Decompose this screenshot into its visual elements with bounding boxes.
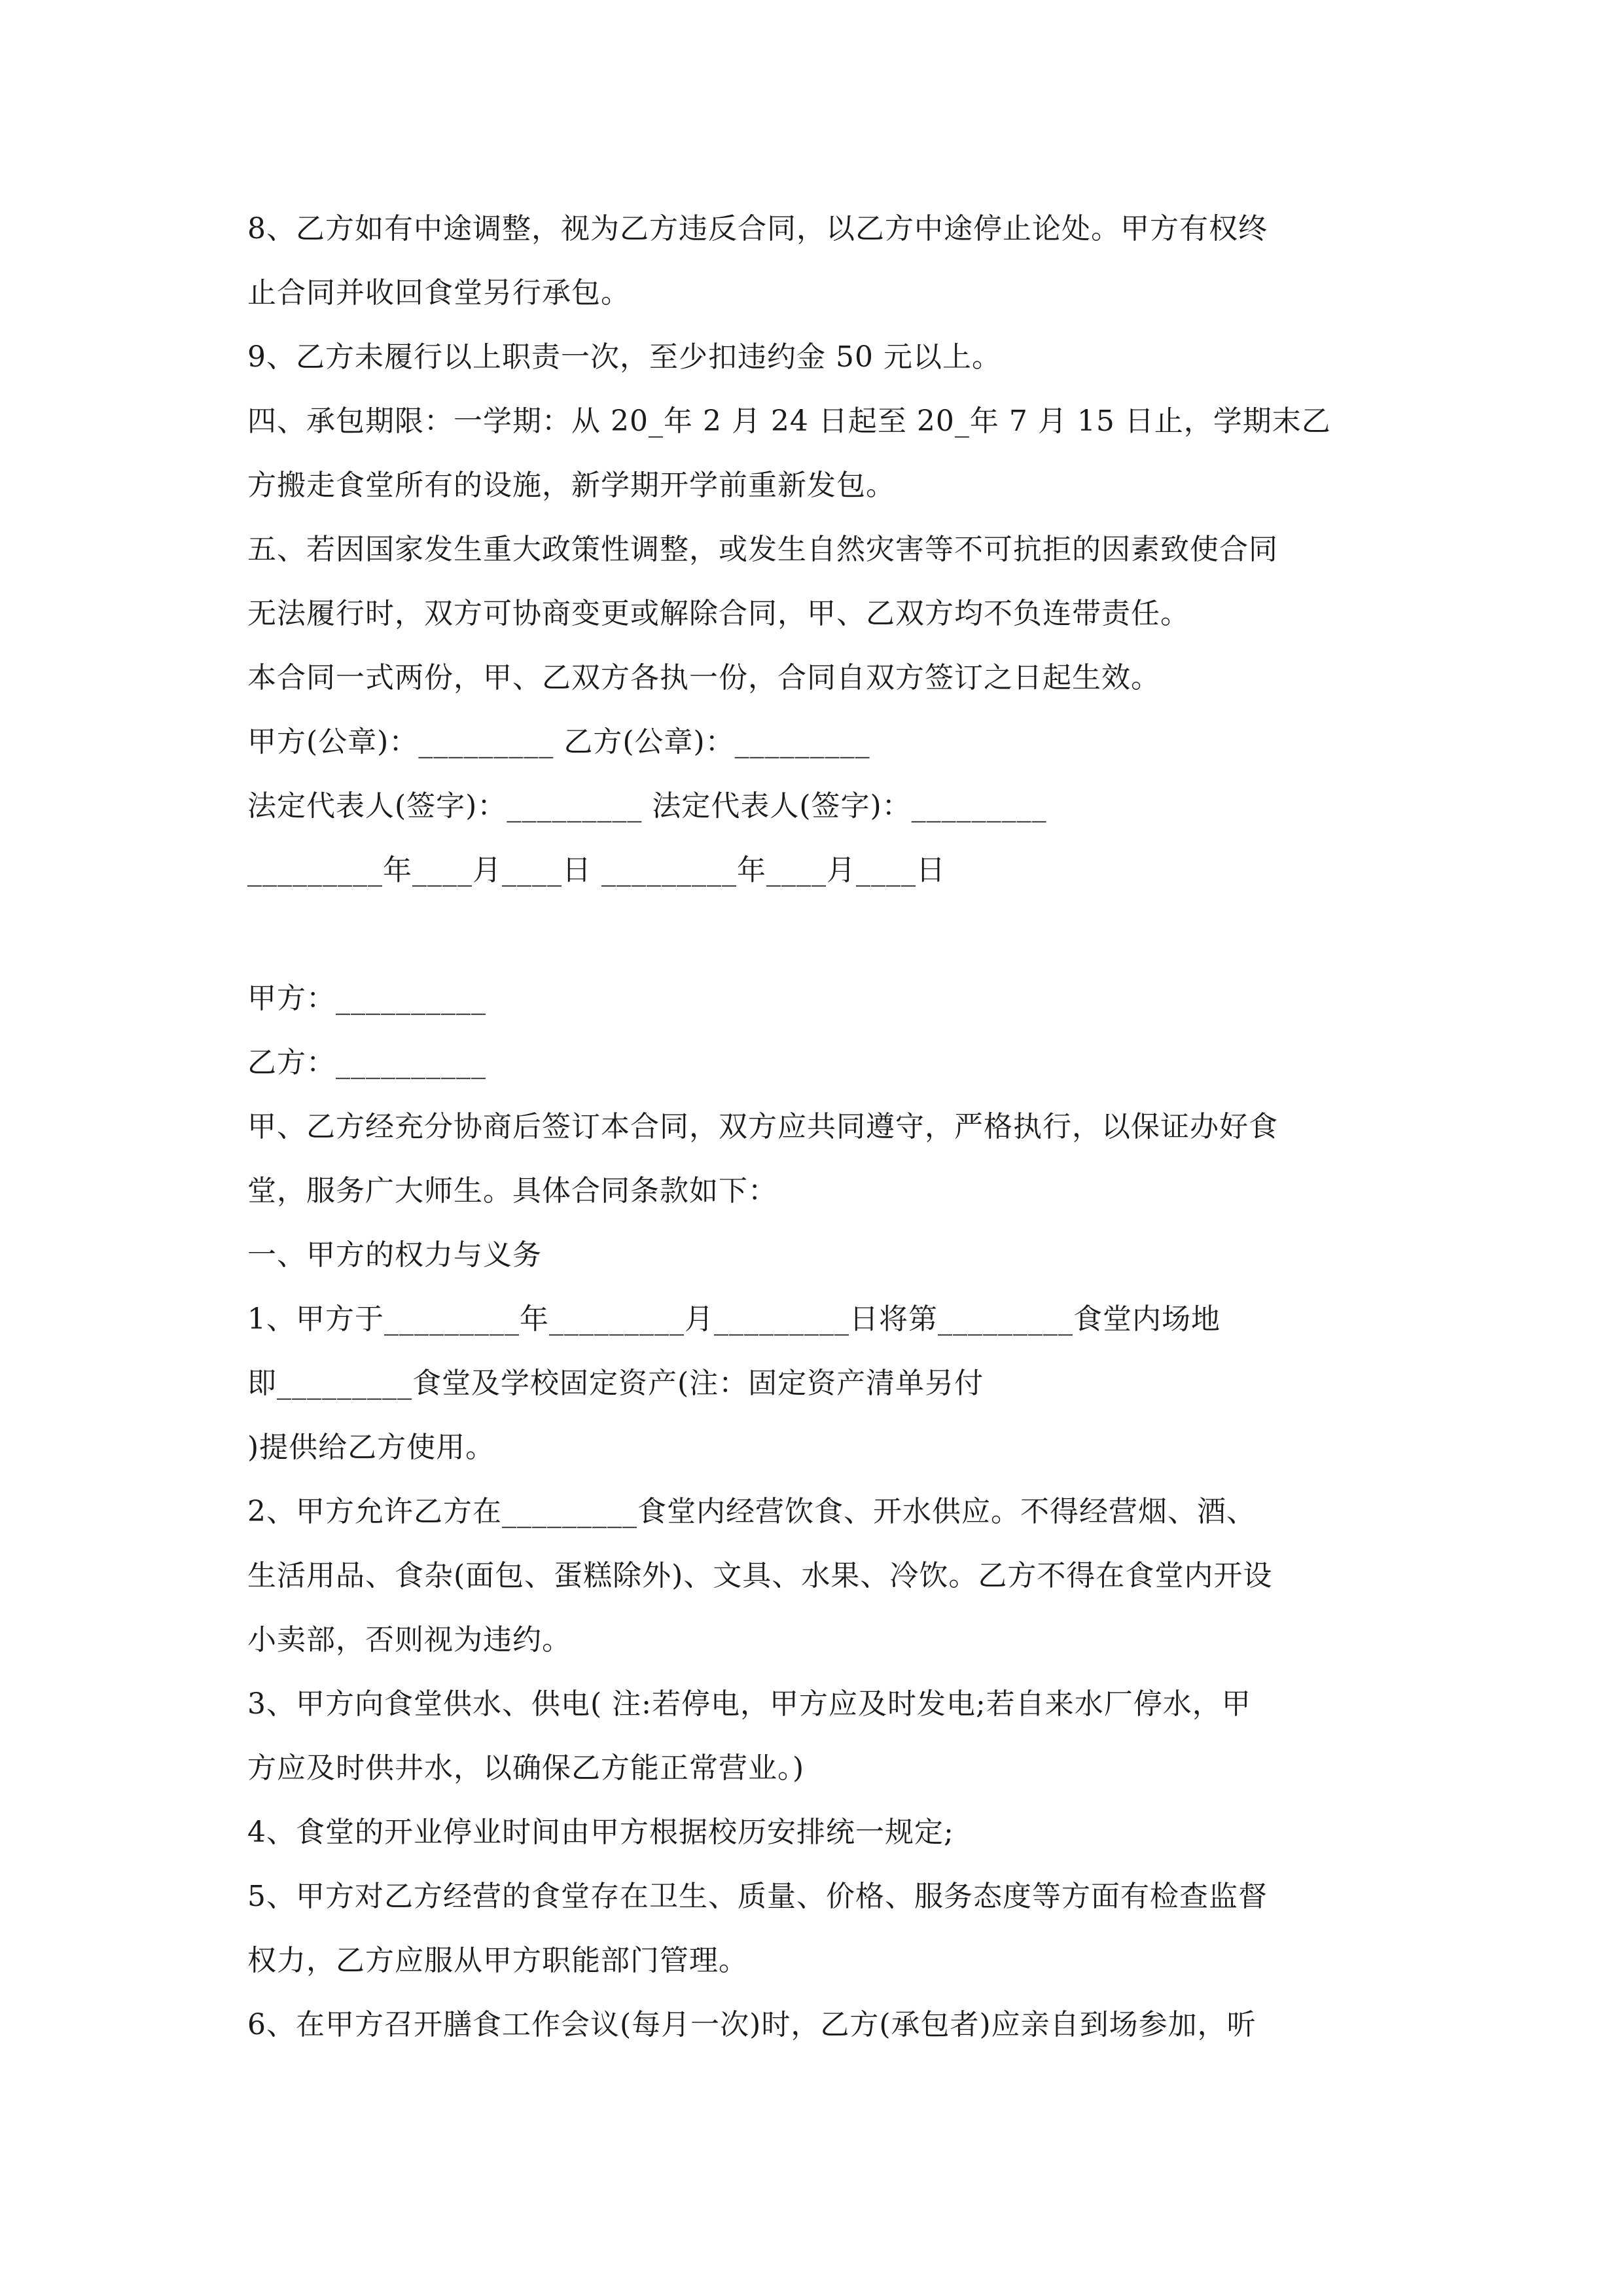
contract-copies-statement: 本合同一式两份，甲、乙双方各执一份，合同自双方签订之日起生效。 [247,661,1160,694]
item-2-line-1: 2、甲方允许乙方在_________食堂内经营饮食、开水供应。不得经营烟、酒、 [247,1495,1256,1528]
item-2-line-2: 生活用品、食杂(面包、蛋糕除外)、文具、水果、冷饮。乙方不得在食堂内开设 [247,1559,1273,1592]
item-5-line-2: 权力，乙方应服从甲方职能部门管理。 [247,1944,748,1977]
party-b-line: 乙方：__________ [247,1046,486,1079]
legal-rep-signature-line: 法定代表人(签字)：_________ 法定代表人(签字)：_________ [247,789,1047,823]
item-5-line-1: 5、甲方对乙方经营的食堂存在卫生、质量、价格、服务态度等方面有检查监督 [247,1880,1268,1913]
item-3-line-1: 3、甲方向食堂供水、供电( 注:若停电，甲方应及时发电;若自来水厂停水，甲 [247,1687,1251,1721]
seal-signature-line: 甲方(公章)：_________ 乙方(公章)：_________ [247,725,870,759]
section-5-line-2: 无法履行时，双方可协商变更或解除合同，甲、乙双方均不负连带责任。 [247,597,1190,630]
item-1-line-3: )提供给乙方使用。 [247,1431,495,1464]
preamble-line-2: 堂，服务广大师生。具体合同条款如下： [247,1174,777,1208]
preamble-line-1: 甲、乙方经充分协商后签订本合同，双方应共同遵守，严格执行，以保证办好食 [247,1110,1278,1143]
item-1-line-1: 1、甲方于_________年_________月_________日将第_________食堂内场地 [247,1302,1221,1336]
item-2-line-3: 小卖部，否则视为违约。 [247,1623,571,1657]
clause-9: 9、乙方未履行以上职责一次，至少扣违约金 50 元以上。 [247,340,1001,374]
clause-8-line-2: 止合同并收回食堂另行承包。 [247,276,630,310]
section-4-line-2: 方搬走食堂所有的设施，新学期开学前重新发包。 [247,469,895,502]
signing-date-line: _________年____月____日 _________年____月____日 [247,853,946,887]
item-1-line-2: 即_________食堂及学校固定资产(注：固定资产清单另付 [247,1367,984,1400]
item-6-line-1: 6、在甲方召开膳食工作会议(每月一次)时，乙方(承包者)应亲自到场参加，听 [247,2008,1257,2041]
item-4: 4、食堂的开业停业时间由甲方根据校历安排统一规定; [247,1816,954,1849]
item-3-line-2: 方应及时供井水，以确保乙方能正常营业。) [247,1751,805,1785]
section-4-line-1: 四、承包期限：一学期：从 20_年 2 月 24 日起至 20_年 7 月 15 日止，学期末乙 [247,404,1331,438]
clause-8-line-1: 8、乙方如有中途调整，视为乙方违反合同，以乙方中途停止论处。甲方有权终 [247,212,1268,245]
section-1-heading: 一、甲方的权力与义务 [247,1238,542,1272]
party-a-line: 甲方：__________ [247,982,486,1015]
section-5-line-1: 五、若因国家发生重大政策性调整，或发生自然灾害等不可抗拒的因素致使合同 [247,533,1278,566]
